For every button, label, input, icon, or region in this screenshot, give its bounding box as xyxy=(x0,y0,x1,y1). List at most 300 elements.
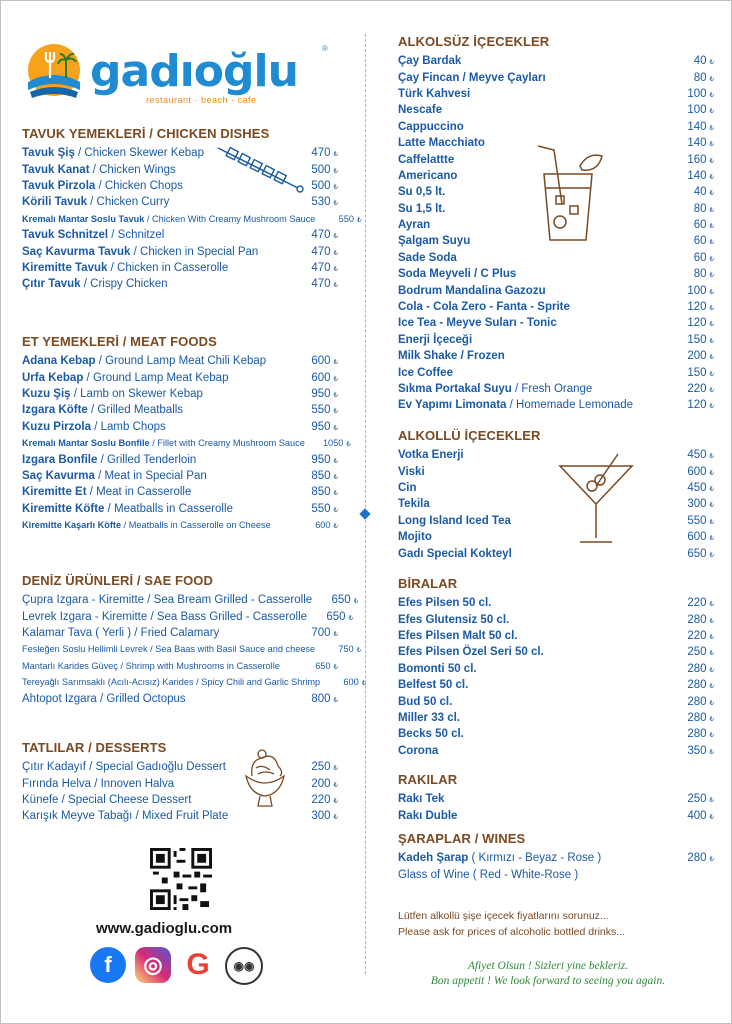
currency-symbol: ₺ xyxy=(709,715,714,723)
menu-item-price xyxy=(292,761,338,773)
currency-symbol: ₺ xyxy=(356,216,362,224)
menu-item xyxy=(398,611,714,627)
menu-item xyxy=(22,468,338,484)
menu-item-name xyxy=(22,262,228,274)
menu-item-name xyxy=(398,367,453,379)
menu-item-name xyxy=(398,399,633,411)
menu-item-price xyxy=(668,548,714,560)
menu-item-name xyxy=(22,278,168,290)
cocktail-glass-icon xyxy=(556,452,636,548)
menu-item xyxy=(398,677,714,693)
price-value: 500 xyxy=(311,163,331,176)
menu-item-name xyxy=(22,661,280,671)
price-value: 160 xyxy=(687,153,707,166)
menu-item-name xyxy=(398,317,557,329)
menu-item-name xyxy=(398,219,430,231)
menu-item xyxy=(398,397,714,413)
instagram-icon[interactable] xyxy=(135,947,171,983)
price-value: 150 xyxy=(687,333,707,346)
currency-symbol: ₺ xyxy=(709,206,714,214)
menu-item-price xyxy=(305,438,351,448)
menu-item xyxy=(398,743,714,759)
facebook-glyph: f xyxy=(104,952,112,977)
menu-item xyxy=(398,726,714,742)
menu-item xyxy=(398,661,714,677)
menu-item xyxy=(22,260,338,276)
menu-item-name-tr: Corona xyxy=(398,744,439,757)
menu-item-price xyxy=(292,778,338,790)
menu-item-name-en: / Meat in Casserolle xyxy=(86,486,192,499)
menu-item-name-en: Fesleğen Soslu Hellimli Levrek / Sea Baas with Basil Sauce and cheese xyxy=(22,644,316,655)
menu-item-name-en: Glass of Wine ( Red - White-Rose ) xyxy=(398,868,579,881)
menu-item-name-tr: Votka Enerji xyxy=(398,449,464,462)
menu-item-name-tr: Urfa Kebap xyxy=(22,371,84,384)
currency-symbol: ₺ xyxy=(709,370,714,378)
google-icon[interactable] xyxy=(180,947,216,983)
menu-item-price xyxy=(292,520,338,530)
menu-item xyxy=(22,641,362,657)
menu-item-price xyxy=(292,661,338,671)
price-value: 850 xyxy=(311,486,331,499)
menu-item-name-tr: Long Island Iced Tea xyxy=(398,514,511,527)
currency-symbol: ₺ xyxy=(333,523,338,531)
menu-item-name xyxy=(398,646,544,658)
menu-item-name-en: Künefe / Special Cheese Dessert xyxy=(22,793,192,806)
currency-symbol: ₺ xyxy=(333,375,338,383)
menu-item-price xyxy=(668,399,714,411)
menu-item xyxy=(22,194,338,210)
price-value: 650 xyxy=(315,660,331,671)
menu-item-name-en: Ahtopot Izgara / Grilled Octopus xyxy=(22,692,186,705)
currency-symbol: ₺ xyxy=(709,305,714,313)
menu-item xyxy=(398,693,714,709)
section-title: ŞARAPLAR / WINES xyxy=(398,831,526,846)
price-value: 550 xyxy=(338,213,354,224)
currency-symbol: ₺ xyxy=(333,696,338,704)
menu-item-price xyxy=(668,696,714,708)
menu-item xyxy=(398,381,714,397)
menu-item-name-tr: Kiremitte Köfte xyxy=(22,502,105,515)
currency-symbol: ₺ xyxy=(709,124,714,132)
qr-code[interactable] xyxy=(150,848,212,910)
price-value: 200 xyxy=(687,350,707,363)
menu-item-name-tr: Saç Kavurma Tavuk xyxy=(22,245,131,258)
menu-item-name-en: / Fresh Orange xyxy=(511,383,593,395)
currency-symbol: ₺ xyxy=(709,223,714,231)
menu-item-name-en: / Chicken Wings xyxy=(89,163,176,176)
currency-symbol: ₺ xyxy=(353,598,359,606)
menu-item-price xyxy=(320,677,366,687)
menu-item-name-en: / Meatballs in Casserolle xyxy=(104,502,233,515)
currency-symbol: ₺ xyxy=(709,321,714,329)
menu-item xyxy=(398,595,714,611)
menu-item-name-en: / Chicken in Casserolle xyxy=(107,261,229,274)
menu-item-price xyxy=(668,203,714,215)
menu-item-name xyxy=(22,611,307,623)
menu-item-name-en: / Chicken in Special Pan xyxy=(130,245,259,258)
menu-item xyxy=(398,266,714,282)
menu-item-name xyxy=(22,454,196,466)
menu-item-name xyxy=(22,164,176,176)
menu-item-name-tr: Enerji İçeceği xyxy=(398,333,473,346)
price-value: 250 xyxy=(687,646,707,659)
menu-item-price xyxy=(668,55,714,67)
menu-item-name xyxy=(398,614,509,626)
menu-item-name-tr: Sıkma Portakal Suyu xyxy=(398,383,512,395)
menu-item-name xyxy=(398,466,425,478)
menu-item-price xyxy=(668,88,714,100)
menu-item xyxy=(398,644,714,660)
menu-item-name-en: Karışık Meyve Tabağı / Mixed Fruit Plate xyxy=(22,810,229,823)
menu-item-price xyxy=(668,72,714,84)
menu-item-name xyxy=(398,285,546,297)
menu-item-name-tr: Bodrum Mandalina Gazozu xyxy=(398,284,546,297)
menu-item-price xyxy=(292,355,338,367)
menu-item-name-tr: Viski xyxy=(398,465,425,478)
menu-item-name-tr: Cola - Cola Zero - Fanta - Sprite xyxy=(398,301,570,314)
menu-item-price xyxy=(292,404,338,416)
menu-item-name-tr: Cappuccino xyxy=(398,120,464,133)
currency-symbol: ₺ xyxy=(333,391,338,399)
menu-item-name xyxy=(22,627,219,639)
menu-item-name-tr: Efes Glutensiz 50 cl. xyxy=(398,613,510,626)
menu-item-name-tr: Efes Pilsen 50 cl. xyxy=(398,597,492,610)
menu-item xyxy=(398,86,714,102)
menu-item-name-tr: Becks 50 cl. xyxy=(398,728,464,741)
price-value: 550 xyxy=(311,502,331,515)
menu-item-price xyxy=(668,367,714,379)
menu-item-name xyxy=(398,597,491,609)
menu-item-name-en: ( Kırmızı - Beyaz - Rose ) xyxy=(468,852,602,865)
menu-item-name-tr: Miller 33 cl. xyxy=(398,711,461,724)
menu-item-price xyxy=(292,372,338,384)
logo-sun-icon xyxy=(20,38,88,106)
currency-symbol: ₺ xyxy=(709,469,714,477)
menu-item-price xyxy=(292,421,338,433)
menu-item-price xyxy=(668,301,714,313)
menu-item-name-tr: Ev Yapımı Limonata xyxy=(398,399,507,412)
menu-item xyxy=(398,332,714,348)
menu-item xyxy=(22,276,338,292)
section-desserts xyxy=(22,740,338,825)
currency-symbol: ₺ xyxy=(709,108,714,116)
currency-symbol: ₺ xyxy=(709,502,714,510)
menu-item-price xyxy=(292,262,338,274)
price-value: 450 xyxy=(687,449,707,462)
menu-item-name-tr: Su 1,5 lt. xyxy=(398,202,446,215)
price-value: 600 xyxy=(343,677,359,688)
menu-item xyxy=(22,592,359,608)
menu-item-name-en: / Chicken With Creamy Mushroom Sauce xyxy=(144,213,316,224)
menu-item-name-tr: Kremalı Mantar Soslu Bonfile xyxy=(22,438,150,449)
tripadvisor-icon[interactable] xyxy=(225,947,263,985)
currency-symbol: ₺ xyxy=(333,151,338,159)
price-value: 280 xyxy=(687,613,707,626)
menu-item-price xyxy=(668,334,714,346)
menu-item-price xyxy=(315,644,361,654)
currency-symbol: ₺ xyxy=(709,650,714,658)
currency-symbol: ₺ xyxy=(709,75,714,83)
price-value: 40 xyxy=(693,186,707,199)
menu-item xyxy=(398,791,714,807)
menu-item-name-tr: Kuzu Şiş xyxy=(22,387,71,400)
menu-item xyxy=(398,250,714,266)
menu-item-name-en: / Ground Lamp Meat Kebap xyxy=(83,371,229,384)
price-value: 600 xyxy=(687,465,707,478)
menu-item-name xyxy=(22,355,266,367)
currency-symbol: ₺ xyxy=(356,647,362,655)
price-value: 470 xyxy=(311,278,331,291)
menu-item-name-en: / Chicken Skewer Kebap xyxy=(74,147,204,160)
menu-item-name-tr: Americano xyxy=(398,169,458,182)
menu-item-price xyxy=(668,679,714,691)
menu-item-name-en: / Crispy Chicken xyxy=(80,278,168,291)
price-value: 300 xyxy=(687,498,707,511)
menu-item xyxy=(22,608,354,624)
price-value: 60 xyxy=(693,251,707,264)
menu-item-name-en: / Fillet with Creamy Mushroom Sauce xyxy=(149,438,305,449)
price-value: 950 xyxy=(311,420,331,433)
menu-item-price xyxy=(668,285,714,297)
menu-item-name-tr: Izgara Köfte xyxy=(22,404,88,417)
currency-symbol: ₺ xyxy=(333,490,338,498)
menu-item-price xyxy=(307,611,353,623)
menu-item-name-tr: Tavuk Pirzola xyxy=(22,179,96,192)
menu-item-price xyxy=(292,229,338,241)
menu-item xyxy=(22,625,338,641)
price-value: 500 xyxy=(311,179,331,192)
currency-symbol: ₺ xyxy=(709,551,714,559)
menu-item xyxy=(22,775,338,791)
menu-item-name-en: Mantarlı Karides Güveç / Shrimp with Mushrooms in Casserolle xyxy=(22,660,280,671)
price-value: 140 xyxy=(687,120,707,133)
brand-name: gadıoğlu xyxy=(90,46,298,97)
footer-line-tr: Afiyet Olsun ! Sizleri yine bekleriz. xyxy=(467,960,629,972)
price-value: 80 xyxy=(693,202,707,215)
currency-symbol: ₺ xyxy=(709,699,714,707)
menu-item-name-tr: Su 0,5 lt. xyxy=(398,186,446,199)
menu-item-price xyxy=(668,104,714,116)
website-link[interactable]: www.gadioglu.com xyxy=(96,920,233,937)
menu-item-price xyxy=(668,852,714,864)
menu-item-name xyxy=(22,761,226,773)
menu-item-name-en: / Chicken Chops xyxy=(95,179,183,192)
menu-item-name xyxy=(22,196,169,208)
menu-item-name-en: Fırında Helva / Innoven Halva xyxy=(22,777,175,790)
column-divider xyxy=(365,34,366,974)
section-title: RAKILAR xyxy=(398,772,458,787)
section-beers xyxy=(398,576,714,759)
menu-item-name xyxy=(22,180,183,192)
menu-item-name-tr: Efes Pilsen Malt 50 cl. xyxy=(398,629,518,642)
menu-item-name-en: Kalamar Tava ( Yerli ) / Fried Calamary xyxy=(22,626,220,639)
menu-item-name-tr: Milk Shake / Frozen xyxy=(398,350,505,363)
price-value: 150 xyxy=(687,366,707,379)
price-value: 800 xyxy=(311,692,331,705)
currency-symbol: ₺ xyxy=(346,441,351,449)
price-value: 250 xyxy=(311,761,331,774)
menu-item xyxy=(22,808,338,824)
price-value: 140 xyxy=(687,169,707,182)
menu-item-name xyxy=(22,693,186,705)
currency-symbol: ₺ xyxy=(709,59,714,67)
menu-item-name xyxy=(398,548,512,560)
menu-item-price xyxy=(668,350,714,362)
menu-item-name xyxy=(22,503,233,515)
currency-symbol: ₺ xyxy=(709,748,714,756)
price-value: 550 xyxy=(311,404,331,417)
skewer-icon xyxy=(214,140,304,196)
price-value: 650 xyxy=(326,610,346,623)
price-value: 750 xyxy=(338,644,354,655)
menu-item-price xyxy=(292,278,338,290)
menu-item-price xyxy=(292,246,338,258)
section-seafood xyxy=(22,573,367,707)
menu-item-name-tr: Ayran xyxy=(398,219,431,232)
menu-item-name-tr: Efes Pilsen Özel Seri 50 cl. xyxy=(398,646,544,659)
currency-symbol: ₺ xyxy=(709,666,714,674)
menu-item-name xyxy=(398,869,578,881)
menu-item-price xyxy=(668,712,714,724)
price-value: 300 xyxy=(311,810,331,823)
currency-symbol: ₺ xyxy=(333,265,338,273)
currency-symbol: ₺ xyxy=(333,765,338,773)
facebook-icon[interactable] xyxy=(90,947,126,983)
menu-item-price xyxy=(292,693,338,705)
menu-item-name xyxy=(398,334,472,346)
price-value: 250 xyxy=(687,793,707,806)
section-meat xyxy=(22,334,351,533)
menu-item-name xyxy=(398,531,432,543)
menu-item xyxy=(22,211,362,227)
currency-symbol: ₺ xyxy=(709,255,714,263)
currency-symbol: ₺ xyxy=(709,387,714,394)
menu-item-name-tr: Çay Bardak xyxy=(398,55,462,68)
menu-item xyxy=(398,866,714,882)
currency-symbol: ₺ xyxy=(709,813,714,821)
price-value: 470 xyxy=(311,261,331,274)
menu-item xyxy=(398,348,714,364)
menu-item-price xyxy=(292,486,338,498)
menu-item-name xyxy=(398,235,470,247)
price-value: 350 xyxy=(687,744,707,757)
menu-item-name xyxy=(22,778,174,790)
currency-symbol: ₺ xyxy=(333,359,338,367)
iced-drink-icon xyxy=(536,144,608,244)
menu-item-price xyxy=(668,121,714,133)
price-value: 280 xyxy=(687,852,707,865)
menu-item-name-tr: Bomonti 50 cl. xyxy=(398,662,477,675)
logo xyxy=(20,38,88,106)
currency-symbol: ₺ xyxy=(348,614,354,622)
menu-item-price xyxy=(668,515,714,527)
menu-item-name-en: / Lamb Chops xyxy=(91,420,166,433)
menu-item-name-tr: Kiremitte Kaşarlı Köfte xyxy=(22,520,122,531)
menu-item-name-tr: Adana Kebap xyxy=(22,355,96,368)
menu-item-name xyxy=(398,745,438,757)
menu-item-price xyxy=(668,597,714,609)
menu-item-name xyxy=(398,630,518,642)
price-value: 200 xyxy=(311,777,331,790)
currency-symbol: ₺ xyxy=(709,683,714,691)
menu-item-price xyxy=(315,214,361,224)
price-value: 100 xyxy=(687,284,707,297)
price-value: 470 xyxy=(311,245,331,258)
price-value: 470 xyxy=(311,229,331,242)
section-title: ET YEMEKLERİ / MEAT FOODS xyxy=(22,334,217,349)
menu-item xyxy=(398,807,714,823)
menu-item-name xyxy=(398,72,546,84)
menu-item xyxy=(22,517,338,533)
price-value: 280 xyxy=(687,711,707,724)
menu-item-name-en: / Meatballs in Casserolle on Cheese xyxy=(121,520,271,531)
menu-item-name-tr: Tavuk Şiş xyxy=(22,147,75,160)
price-value: 60 xyxy=(693,219,707,232)
menu-item xyxy=(398,69,714,85)
price-value: 650 xyxy=(331,594,351,607)
menu-item xyxy=(22,674,367,690)
menu-item-name xyxy=(398,482,417,494)
currency-symbol: ₺ xyxy=(333,506,338,514)
price-value: 400 xyxy=(687,809,707,822)
menu-item-price xyxy=(668,728,714,740)
price-value: 120 xyxy=(687,399,707,412)
note-en: Please ask for prices of alcoholic bottled drinks... xyxy=(398,926,626,938)
menu-item-name xyxy=(22,810,228,822)
note-tr: Lütfen alkollü şişe içecek fiyatlarını sorunuz... xyxy=(398,910,609,922)
currency-symbol: ₺ xyxy=(333,814,338,822)
menu-item-name xyxy=(22,594,312,606)
instagram-glyph: ◎ xyxy=(143,952,163,977)
currency-symbol: ₺ xyxy=(709,856,714,864)
price-value: 850 xyxy=(311,469,331,482)
menu-item-name-tr: Gadı Special Kokteyl xyxy=(398,547,512,560)
currency-symbol: ₺ xyxy=(709,617,714,625)
menu-item-name xyxy=(398,121,464,133)
menu-item-name xyxy=(398,498,430,510)
section-title: TATLILAR / DESSERTS xyxy=(22,740,167,755)
price-value: 950 xyxy=(311,453,331,466)
menu-item-price xyxy=(668,383,714,395)
price-value: 280 xyxy=(687,695,707,708)
menu-item xyxy=(22,402,338,418)
price-value: 280 xyxy=(687,662,707,675)
menu-item-name xyxy=(22,388,203,400)
menu-item xyxy=(22,759,338,775)
menu-item-name-tr: Bud 50 cl. xyxy=(398,695,453,708)
menu-item xyxy=(398,364,714,380)
menu-item-name-tr: Sade Soda xyxy=(398,251,457,264)
menu-item-name-tr: Ice Coffee xyxy=(398,366,453,379)
currency-symbol: ₺ xyxy=(333,424,338,432)
menu-item-name xyxy=(398,252,457,264)
menu-item-name-tr: Soda Meyveli / C Plus xyxy=(398,268,517,281)
menu-item-name-en: / Grilled Meatballs xyxy=(87,404,184,417)
menu-item-price xyxy=(668,219,714,231)
price-value: 530 xyxy=(311,196,331,209)
price-value: 600 xyxy=(687,531,707,544)
menu-item-price xyxy=(668,137,714,149)
section-title: ALKOLSÜZ İÇECEKLER xyxy=(398,34,550,49)
menu-item-name-tr: Tavuk Kanat xyxy=(22,163,90,176)
menu-item-name-tr: Nescafe xyxy=(398,104,443,117)
menu-item-name xyxy=(398,679,468,691)
section-title: ALKOLLÜ İÇECEKLER xyxy=(398,428,541,443)
google-glyph: G xyxy=(186,948,210,981)
menu-item-name xyxy=(22,794,191,806)
currency-symbol: ₺ xyxy=(333,233,338,241)
menu-item xyxy=(22,690,338,706)
